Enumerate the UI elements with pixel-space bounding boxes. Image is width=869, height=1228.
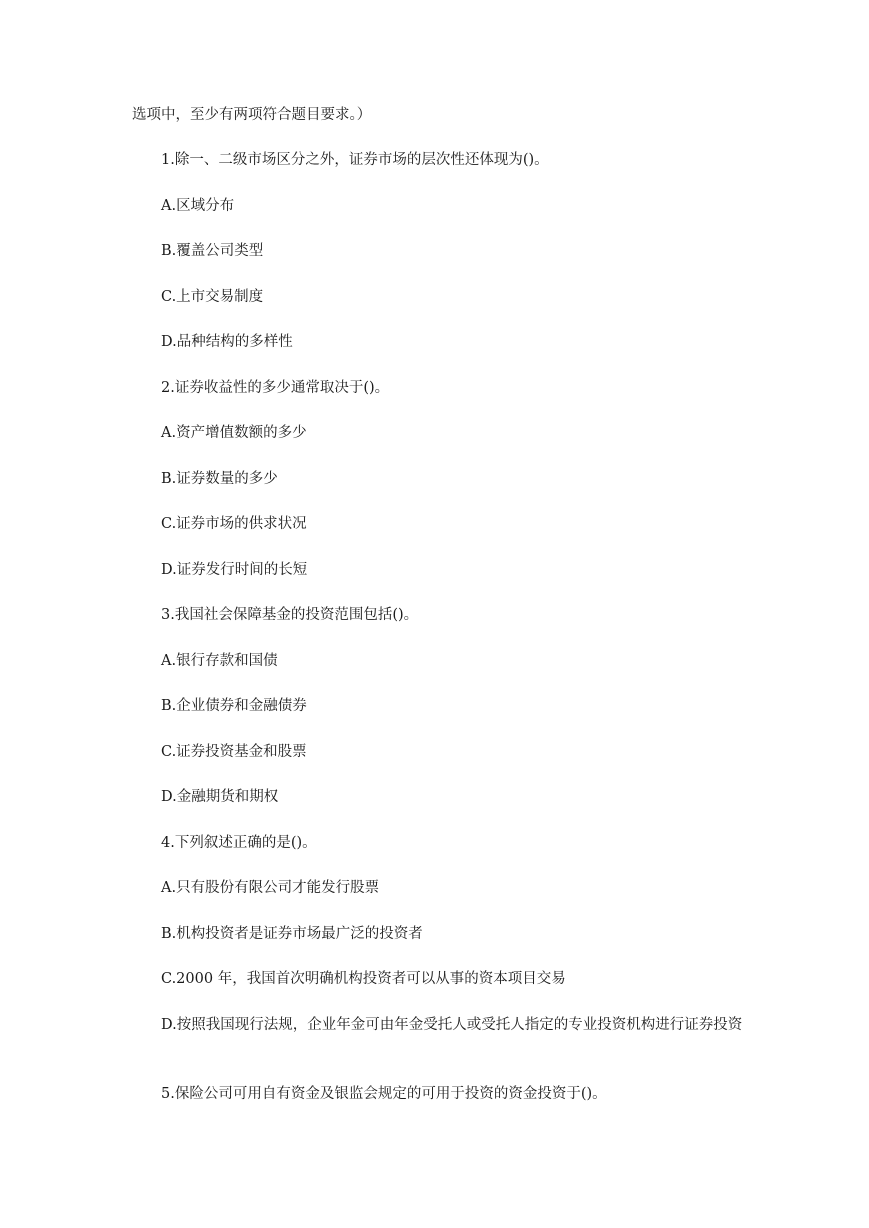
question-3-option-c: C.证券投资基金和股票 (161, 744, 307, 760)
question-3-stem: 3.我国社会保障基金的投资范围包括()。 (161, 607, 419, 623)
question-2-option-b: B.证券数量的多少 (161, 471, 278, 487)
question-1-option-a: A.区域分布 (161, 198, 235, 214)
question-2-option-c: C.证券市场的供求状况 (161, 516, 307, 532)
question-1-stem: 1.除一、二级市场区分之外，证券市场的层次性还体现为()。 (161, 152, 549, 168)
question-2-option-a: A.资产增值数额的多少 (161, 425, 307, 441)
question-1-option-d: D.品种结构的多样性 (161, 334, 293, 350)
question-5-stem: 5.保险公司可用自有资金及银监会规定的可用于投资的资金投资于()。 (161, 1086, 607, 1102)
intro-text: 选项中，至少有两项符合题目要求。） (132, 107, 372, 123)
question-4-option-b: B.机构投资者是证券市场最广泛的投资者 (161, 926, 423, 942)
question-4-option-c: C.2000 年，我国首次明确机构投资者可以从事的资本项目交易 (161, 971, 566, 987)
question-3-option-d: D.金融期货和期权 (161, 789, 279, 805)
question-1-option-b: B.覆盖公司类型 (161, 243, 264, 259)
question-1-option-c: C.上市交易制度 (161, 289, 264, 305)
question-4-stem: 4.下列叙述正确的是()。 (161, 835, 317, 851)
question-4-option-d: D.按照我国现行法规，企业年金可由年金受托人或受托人指定的专业投资机构进行证券投资 (161, 1017, 743, 1033)
question-4-option-a: A.只有股份有限公司才能发行股票 (161, 880, 380, 896)
question-3-option-a: A.银行存款和国债 (161, 653, 278, 669)
question-3-option-b: B.企业债券和金融债券 (161, 698, 307, 714)
question-2-stem: 2.证券收益性的多少通常取决于()。 (161, 380, 390, 396)
question-2-option-d: D.证券发行时间的长短 (161, 562, 308, 578)
